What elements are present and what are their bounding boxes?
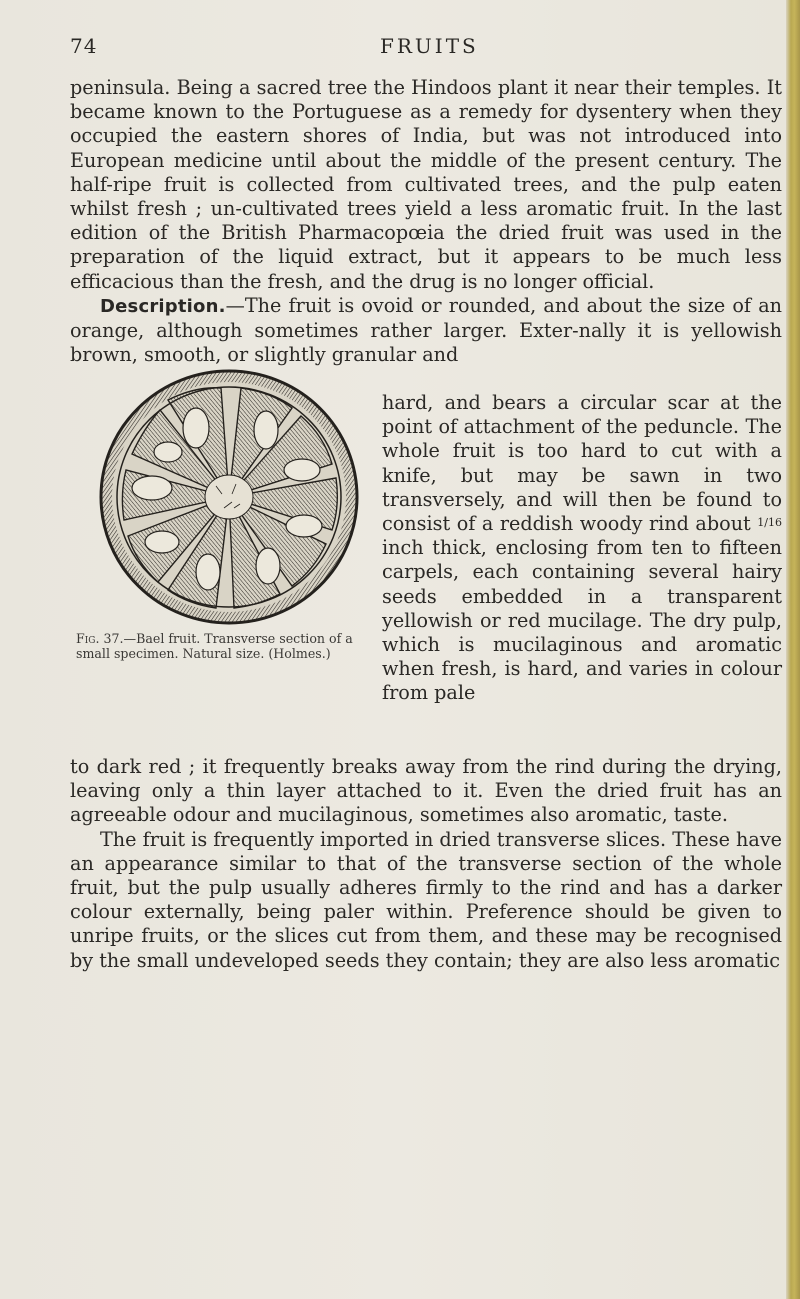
intro-paragraph: peninsula. Being a sacred tree the Hindoos plant it near their temples. It became known to the Portuguese as a remedy for dysentery when they occupied the eastern shores of India, but was not introduced into European medicine until about the middle of the present century. The half-ripe fruit is collected from cultivated trees, and the pulp eaten whilst fresh ; un-cultivated trees yield a less aromatic fruit. In the last edition of the British Pharmacopœia the dried fruit was used in the preparation of the liquid extract, but it appears to be much less efficacious than the fresh, and the drug is no longer official. <box>70 76 782 293</box>
description-intro: —The fruit is ovoid or rounded, and about the size of an orange, although sometimes rather larger. Exter-nally it is yellowish brown, smooth, or slightly granular and <box>70 293 782 367</box>
figure-caption-text: —Bael fruit. Transverse section of a small specimen. Natural size. (Holmes.) <box>76 631 353 661</box>
top-text-block <box>70 76 782 367</box>
dried-slices-paragraph: The fruit is frequently imported in dried transverse slices. These have an appearance similar to that of the transverse section of the whole fruit, but the pulp usually adheres firmly to the rind and has a darker colour externally, being paler within. Preference should be given to unripe fruits, or the slices cut from them, and these may be recognised by the small undeveloped seeds they contain; they are also less aromatic <box>70 827 783 972</box>
description-continuation: to dark red ; it frequently breaks away from the rind during the drying, leaving only a thin layer attached to it. Even the dried fruit has an agreeable odour and mucilaginous, sometimes also aromatic, taste. <box>70 755 782 827</box>
page-header <box>70 34 770 64</box>
figure-caption <box>76 632 380 661</box>
bottom-text-block <box>70 755 782 973</box>
figure-caption-label: Fig. 37. <box>76 631 124 646</box>
bael-fruit-cross-section-drawing <box>96 366 362 628</box>
fraction-one-sixteenth: 1/16 <box>757 516 782 530</box>
page-number: 74 <box>70 34 98 58</box>
running-head: FRUITS <box>380 34 479 58</box>
column-text-part-1: hard, and bears a circular scar at the point of attachment of the peduncle. The whole fruit is too hard to cut with a knife, but may be sawn in two transversely, and will then be found to consist of a reddish woody rind about <box>382 391 782 536</box>
wrapped-paragraph <box>382 391 782 706</box>
description-paragraph-start <box>70 294 782 368</box>
column-text-part-2: inch thick, enclosing from ten to fifteen carpels, each containing several hairy seeds embedded in a transparent yellowish or red mucilage. The dry pulp, which is mucilaginous and aromatic when fresh, is hard, and varies in colour from pale <box>382 536 782 705</box>
description-heading: Description. <box>100 295 226 317</box>
wrapped-text-column <box>382 391 782 706</box>
book-spine-edge <box>786 0 800 1299</box>
bael-fruit-cross-section-figure <box>96 366 362 628</box>
